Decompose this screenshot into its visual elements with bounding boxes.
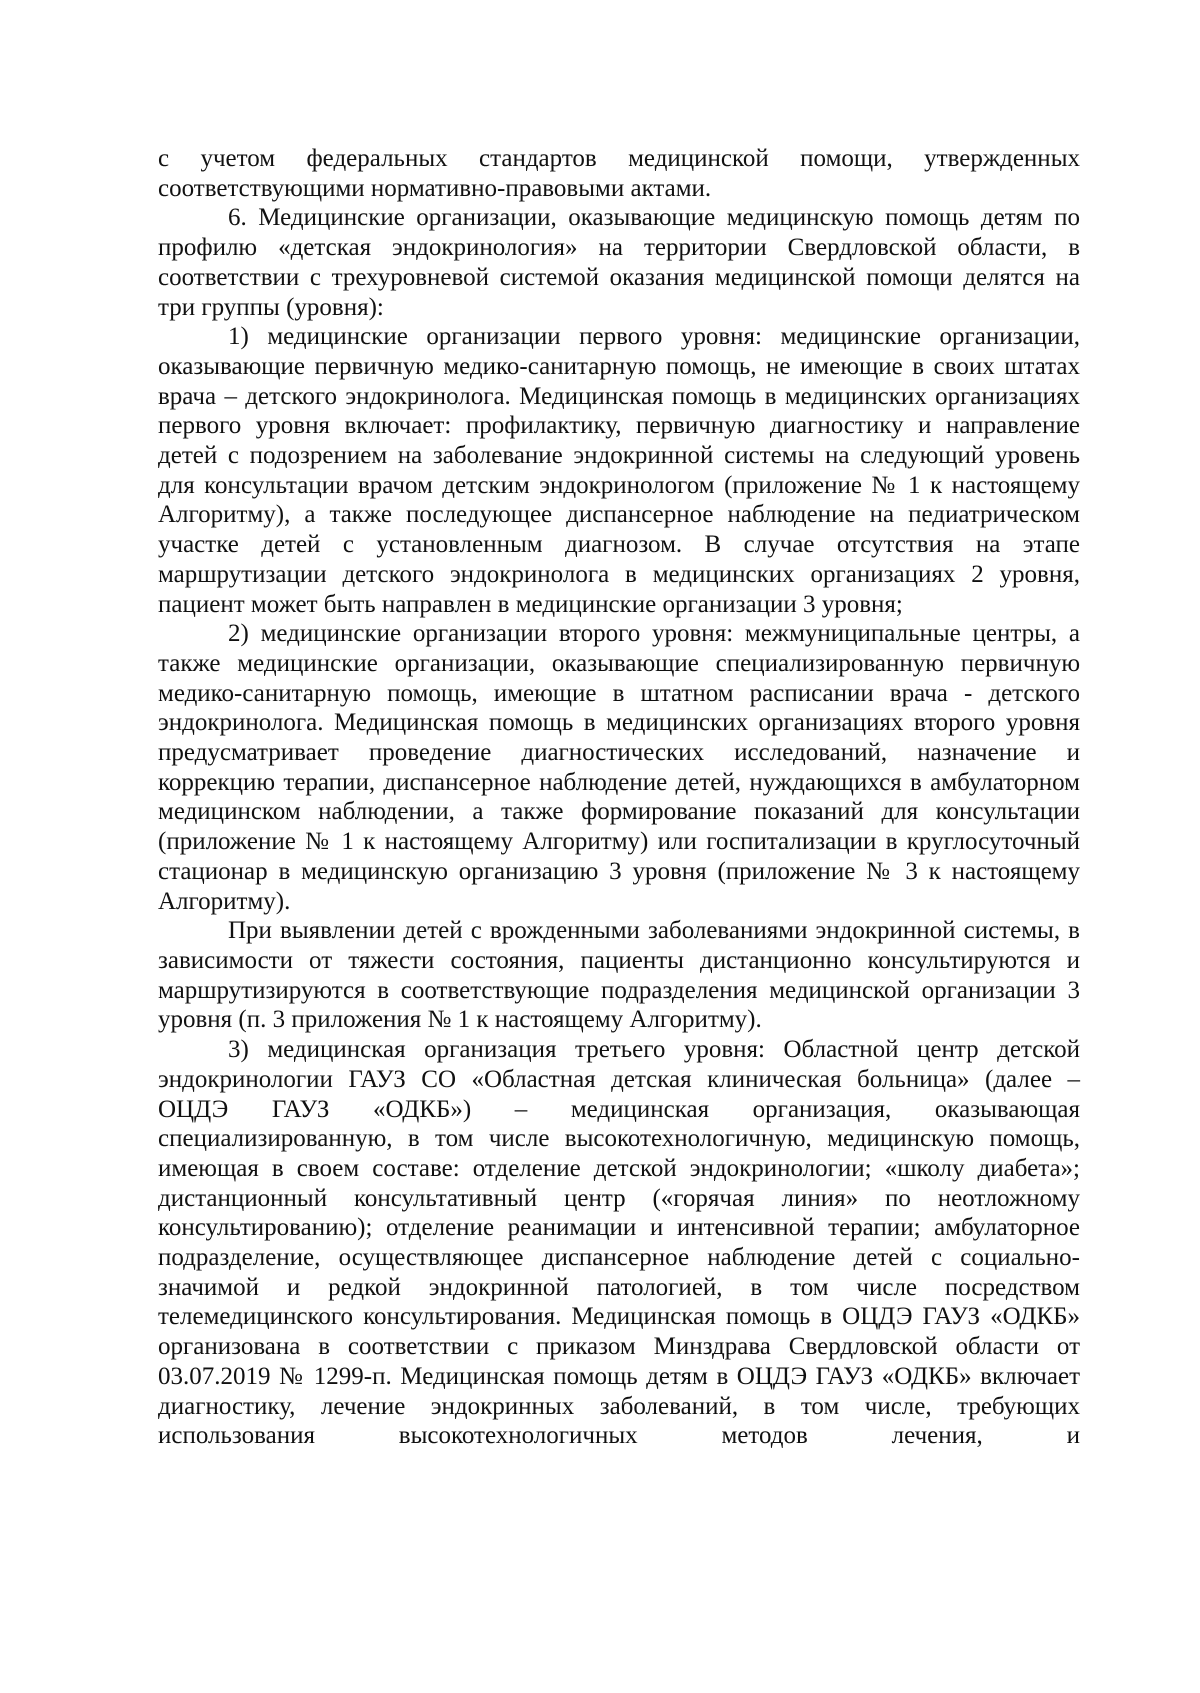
paragraph-continuation: с учетом федеральных стандартов медицинской помощи, утвержденных соответствующими нормативно-правовыми актами.	[158, 145, 1080, 202]
paragraph-level-3: 3) медицинская организация третьего уровня: Областной центр детской эндокринологии ГАУЗ СО «Областная детская клиническая больница» (далее – ОЦДЭ ГАУЗ «ОДКБ») – медицинская организация, оказывающая специализированную, в том числе высокотехнологичную, медицинскую помощь, имеющая в своем составе: отделение детской эндокринологии; «школу диабета»; дистанционный консультативный центр («горячая линия» по неотложному консультированию); отделение реанимации и интенсивной терапии; амбулаторное подразделение, осуществляющее диспансерное наблюдение детей с социально-значимой и редкой эндокринной патологией, в том числе посредством телемедицинского консультирования. Медицинская помощь в ОЦДЭ ГАУЗ «ОДКБ» организована в соответствии с приказом Минздрава Свердловской области от 03.07.2019 № 1299-п. Медицинская помощь детям в ОЦДЭ ГАУЗ «ОДКБ» включает диагностику, лечение эндокринных заболеваний, в том числе, требующих использования высокотехнологичных методов лечения, и	[158, 1036, 1080, 1450]
paragraph-level-2: 2) медицинские организации второго уровня: межмуниципальные центры, а также медицинские организации, оказывающие специализированную первичную медико-санитарную помощь, имеющие в штатном расписании врача - детского эндокринолога. Медицинская помощь в медицинских организациях второго уровня предусматривает проведение диагностических исследований, назначение и коррекцию терапии, диспансерное наблюдение детей, нуждающихся в амбулаторном медицинском наблюдении, а также формирование показаний для консультации (приложение № 1 к настоящему Алгоритму) или госпитализации в круглосуточный стационар в медицинскую организацию 3 уровня (приложение № 3 к настоящему Алгоритму).	[158, 620, 1080, 915]
paragraph-congenital-diseases: При выявлении детей с врожденными заболеваниями эндокринной системы, в зависимости от тяжести состояния, пациенты дистанционно консультируются и маршрутизируются в соответствующие подразделения медицинской организации 3 уровня (п. 3 приложения № 1 к настоящему Алгоритму).	[158, 917, 1080, 1034]
document-page	[158, 144, 1080, 1451]
paragraph-item-6: 6. Медицинские организации, оказывающие медицинскую помощь детям по профилю «детская эндокринология» на территории Свердловской области, в соответствии с трехуровневой системой оказания медицинской помощи делятся на три группы (уровня):	[158, 204, 1080, 321]
paragraph-level-1: 1) медицинские организации первого уровня: медицинские организации, оказывающие первичную медико-санитарную помощь, не имеющие в своих штатах врача – детского эндокринолога. Медицинская помощь в медицинских организациях первого уровня включает: профилактику, первичную диагностику и направление детей с подозрением на заболевание эндокринной системы на следующий уровень для консультации врачом детским эндокринологом (приложение № 1 к настоящему Алгоритму), а также последующее диспансерное наблюдение на педиатрическом участке детей с установленным диагнозом. В случае отсутствия на этапе маршрутизации детского эндокринолога в медицинских организациях 2 уровня, пациент может быть направлен в медицинские организации 3 уровня;	[158, 323, 1080, 618]
